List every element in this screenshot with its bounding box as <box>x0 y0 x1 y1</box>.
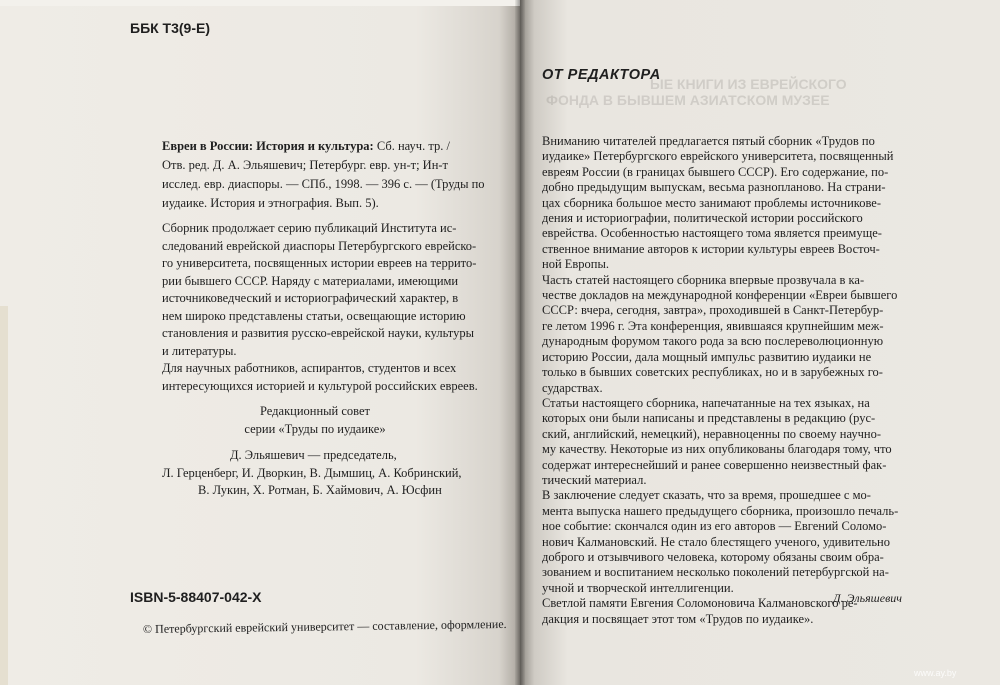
body-line: му качеству. Некоторые из них опубликованы благодаря тому, что <box>542 442 892 457</box>
editorial-board <box>150 403 480 500</box>
body-line: учной и творческой интеллигенции. <box>542 580 734 595</box>
spacer <box>150 438 480 447</box>
board-line: Л. Герценберг, И. Дворкин, В. Дымшиц, А. Кобринский, <box>162 465 462 480</box>
board-line: В. Лукин, Х. Ротман, Б. Хаймович, А. Юсфин <box>198 483 442 497</box>
body-line: честве докладов на международной конференции «Евреи бывшего <box>542 288 898 303</box>
body-line: только в бывших советских республиках, но и в зарубежных го- <box>542 365 883 380</box>
body-line: доброго и отзывчивого человека, которому обязаны своим обра- <box>542 549 884 564</box>
watermark: www.ay.by <box>914 668 957 678</box>
page-edge <box>0 306 8 685</box>
annotation-line: нем широко представлены статьи, освещающие историю <box>162 308 466 323</box>
annotation-line: Для научных работников, аспирантов, студентов и всех <box>162 361 457 375</box>
bib-line: иудаике. История и этнография. Вып. 5). <box>162 196 379 210</box>
bib-line: Евреи в России: История и культура: Сб. науч. тр. / <box>162 139 450 153</box>
bib-line: Отв. ред. Д. А. Эльяшевич; Петербург. евр. ун-т; Ин-т <box>162 158 449 172</box>
bbk-code: ББК Т3(9-Е) <box>130 20 211 36</box>
body-line: добно предыдущим выпускам, весьма разнопланово. На страни- <box>542 180 886 195</box>
body-line: иудаике» Петербургского еврейского университета, посвященный <box>542 149 894 164</box>
body-line: дународным форумом такого рода за всю послереволюционную <box>542 334 884 349</box>
body-line: цах сборника большое место занимают проблемы источникове- <box>542 195 881 210</box>
body-line: нович Калмановский. Не стало блестящего ученого, удивительно <box>542 534 890 549</box>
annotation-line: следований еврейской диаспоры Петербургского еврейско- <box>162 238 477 253</box>
board-line: Д. Эльяшевич — председатель, <box>230 448 397 462</box>
body-line: сударствах. <box>542 380 603 395</box>
body-line: тический материал. <box>542 472 647 487</box>
editor-signature: Д. Эльяшевич <box>833 591 902 605</box>
bibliographic-record <box>162 137 485 213</box>
isbn: ISBN-5-88407-042-X <box>130 589 262 605</box>
body-line: евреям России (в границах бывшего СССР). Его содержание, по- <box>542 164 889 179</box>
body-line: Часть статей настоящего сборника впервые прозвучала в ка- <box>542 272 865 287</box>
body-line: дакция и посвящает этот том «Трудов по иудаике». <box>542 611 814 626</box>
body-line: В заключение следует сказать, что за время, прошедшее с мо- <box>542 488 871 503</box>
annotation-line: го университета, посвященных истории евреев на террито- <box>162 256 477 270</box>
annotation-line: интересующихся историей и культурой российских евреев. <box>162 378 478 393</box>
body-line: мента выпуска нашего предыдущего сборника, произошло печаль- <box>542 503 899 518</box>
annotation <box>162 220 478 395</box>
editor-foreword <box>542 134 898 627</box>
board-title: Редакционный совет <box>259 404 370 418</box>
annotation-line: рии бывшего СССР. Наряду с материалами, имеющими <box>162 273 459 288</box>
body-line: ге летом 1996 г. Эта конференция, явившаяся крупнейшим меж- <box>542 318 884 333</box>
body-line: содержат интереснейший и ранее совершенно неизвестный фак- <box>542 457 887 472</box>
bleed-through-heading: ФОНДА В БЫВШЕМ АЗИАТСКОМ МУЗЕЕ <box>546 92 830 108</box>
copyright-notice: © Петербургский еврейский университет — составление, оформление. <box>142 616 507 636</box>
body-line: ное событие: скончался один из его авторов — Евгений Соломо- <box>542 519 887 534</box>
annotation-line: Сборник продолжает серию публикаций Института ис- <box>162 221 457 235</box>
body-line: историю России, дала мощный импульс развитию иудаики не <box>542 349 872 364</box>
body-line: ной Европы. <box>542 257 610 272</box>
body-line: зованием и воспитанием несколько поколений петербургской на- <box>542 565 889 580</box>
body-line: Вниманию читателей предлагается пятый сборник «Трудов по <box>542 134 875 148</box>
bleed-through-heading: ЫЕ КНИГИ ИЗ ЕВРЕЙСКОГО <box>650 76 847 92</box>
body-line: ственное внимание авторов к истории культуры евреев Восточ- <box>542 241 880 256</box>
body-line: дения и историографии, политической истории российского <box>542 211 863 226</box>
board-series: серии «Труды по иудаике» <box>244 421 386 436</box>
body-line: ский, английский, немецкий), неравноценны по своему научно- <box>542 426 882 441</box>
annotation-line: становления и развития русско-еврейской науки, культуры <box>162 326 474 340</box>
body-line: Статьи настоящего сборника, напечатанные на тех языках, на <box>542 395 870 410</box>
body-line: Светлой памяти Евгения Соломоновича Калмановского ре- <box>542 596 858 611</box>
bib-line: исслед. евр. диаспоры. — СПб., 1998. — 396 с. — (Труды по <box>162 177 485 191</box>
body-line: СССР: вчера, сегодня, завтра», проходившей в Санкт-Петербур- <box>542 303 884 318</box>
annotation-line: источниковедческий и историографический характер, в <box>162 291 459 305</box>
book-gutter <box>515 0 525 685</box>
body-line: которых они были написаны и представлены в редакцию (рус- <box>542 411 876 426</box>
annotation-line: и литературы. <box>162 343 237 358</box>
body-line: еврейства. Особенностью настоящего тома является преимуще- <box>542 226 882 241</box>
page-title: ОТ РЕДАКТОРА <box>542 67 661 83</box>
